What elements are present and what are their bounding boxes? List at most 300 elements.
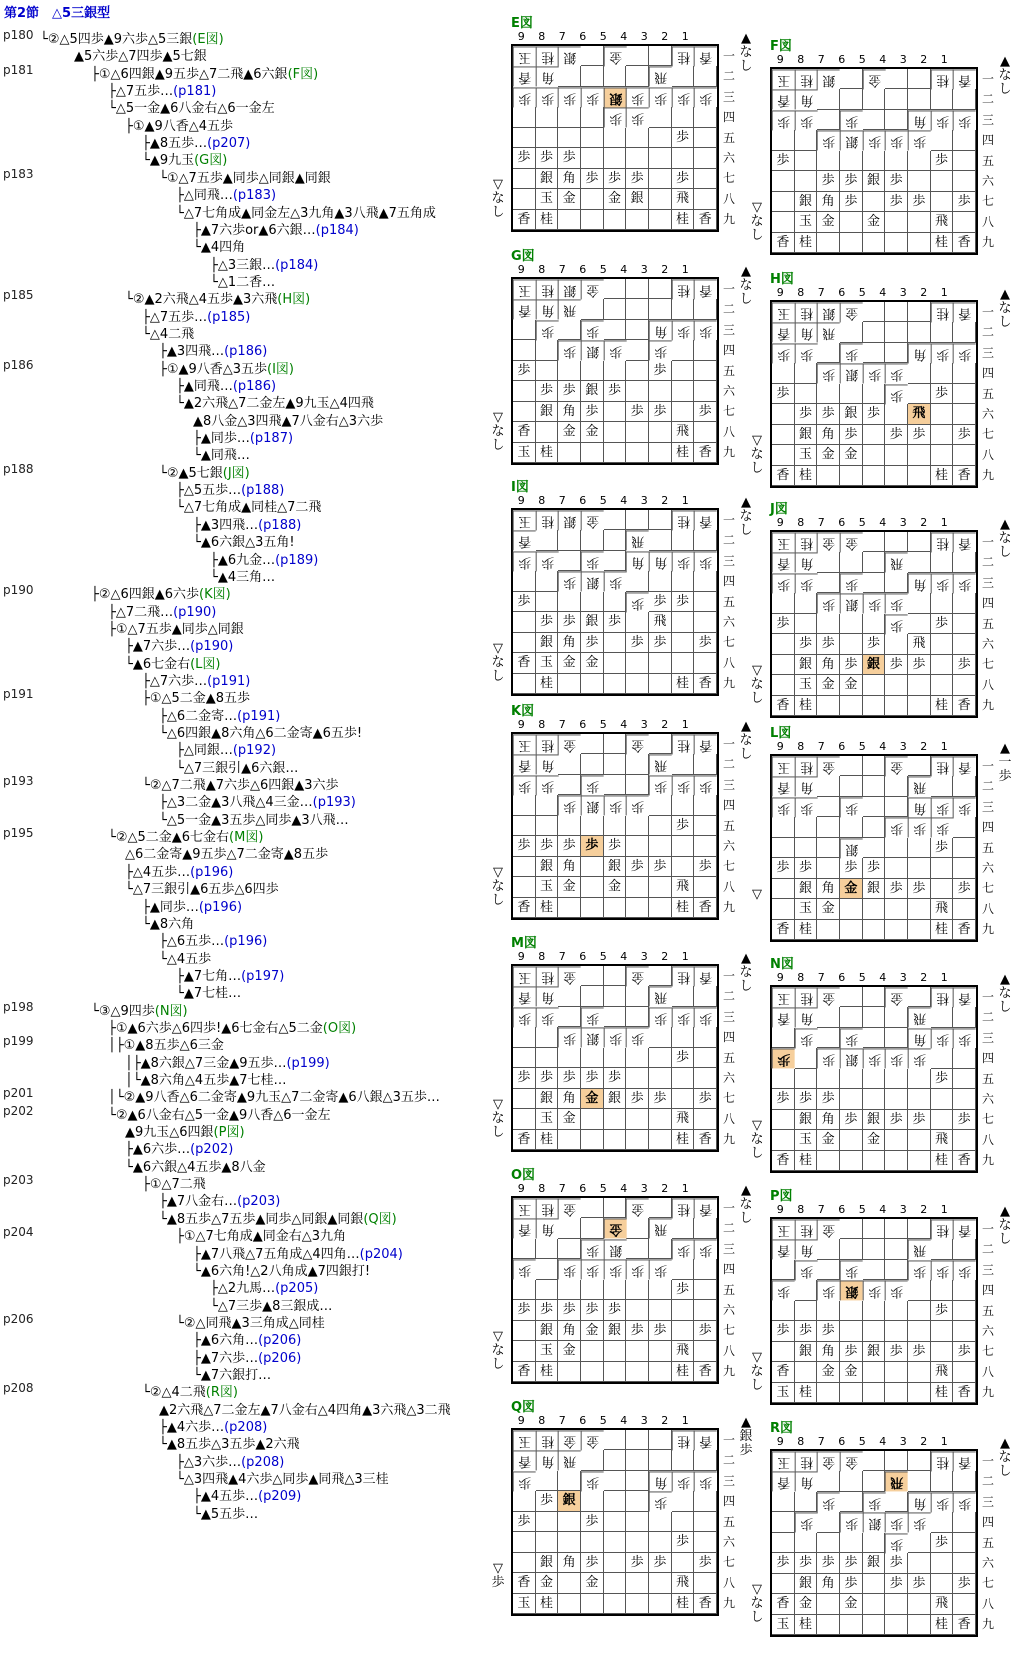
column-number: 1 — [940, 53, 948, 66]
row-number: 五 — [982, 1071, 995, 1086]
board-square: 歩 — [694, 633, 717, 653]
board-square — [863, 466, 886, 486]
board-square: 飛 — [672, 1109, 695, 1129]
board-diagram — [750, 957, 1012, 1191]
board-square: 歩 — [953, 1110, 976, 1130]
row-number: 二 — [982, 1242, 995, 1257]
page-link[interactable]: (p188) — [258, 517, 302, 533]
tree-line — [176, 375, 276, 394]
board-square — [649, 1300, 672, 1320]
row-number: 七 — [982, 881, 995, 896]
board-square: 歩 — [885, 171, 908, 191]
board-square: 歩 — [795, 343, 818, 363]
board-square: 銀 — [840, 130, 863, 150]
board-square: 角 — [558, 1553, 581, 1573]
board-square — [672, 571, 695, 591]
board-square — [931, 363, 954, 383]
tree-line — [193, 444, 250, 463]
board-square: 桂 — [536, 1430, 559, 1450]
page-link[interactable]: (p183) — [232, 188, 277, 204]
board-square — [649, 836, 672, 856]
board-square — [953, 1594, 976, 1614]
board-square: 歩 — [817, 171, 840, 191]
board-square — [953, 1048, 976, 1068]
board-square — [649, 1198, 672, 1218]
row-number: 七 — [982, 1344, 995, 1359]
column-number: 7 — [558, 718, 566, 731]
column-number: 6 — [579, 950, 587, 963]
row-number: 三 — [723, 1473, 736, 1488]
board-square: 歩 — [953, 1342, 976, 1362]
board-square — [513, 1048, 536, 1068]
column-number: 2 — [920, 286, 928, 299]
tree-line — [91, 583, 231, 602]
board-square: 金 — [581, 422, 604, 442]
board-grid — [511, 964, 719, 1152]
page-link[interactable]: (p207) — [207, 136, 251, 152]
board-square: 金 — [581, 279, 604, 299]
board-square: 桂 — [931, 466, 954, 486]
board-square — [840, 1151, 863, 1171]
board-square — [953, 384, 976, 404]
board-square — [953, 89, 976, 109]
board-square: 香 — [772, 466, 795, 486]
board-square: 飛 — [931, 1362, 954, 1382]
board-square — [840, 322, 863, 342]
page-link[interactable]: (p203) — [237, 1194, 281, 1210]
gote-hand: ▽なし — [491, 177, 505, 220]
board-square: 歩 — [817, 1321, 840, 1341]
board-square — [649, 107, 672, 127]
board-square — [694, 754, 717, 774]
board-square — [649, 381, 672, 401]
board-square — [908, 151, 931, 171]
board-square: 角 — [908, 797, 931, 817]
column-number: 4 — [620, 1414, 628, 1427]
board-square — [649, 510, 672, 530]
board-square: 角 — [558, 402, 581, 422]
board-square: 歩 — [772, 110, 795, 130]
board-square — [536, 530, 559, 550]
move-text: ▲9九玉△6四銀 — [125, 1125, 214, 1141]
board-square: 桂 — [536, 674, 559, 694]
board-square — [581, 1109, 604, 1129]
page-link[interactable]: (p196) — [198, 899, 243, 915]
page-link[interactable]: (p205) — [275, 1281, 319, 1297]
board-square: 歩 — [513, 361, 536, 381]
board-square: 金 — [558, 734, 581, 754]
page-link[interactable]: (p181) — [173, 84, 217, 100]
row-number: 六 — [723, 1534, 736, 1549]
tree-line — [193, 514, 301, 533]
board-square — [908, 1594, 931, 1614]
tree-line — [176, 1451, 284, 1470]
tree-line — [125, 1052, 330, 1071]
tree-line — [108, 1034, 224, 1053]
board-square — [672, 66, 695, 86]
move-text: △6二金寄▲9五歩△7二金寄▲8五歩 — [125, 847, 329, 863]
column-number: 4 — [879, 1435, 887, 1448]
board-square: 飛 — [672, 422, 695, 442]
page-link[interactable]: (p184) — [315, 222, 359, 238]
board-square — [863, 192, 886, 212]
board-square: 歩 — [672, 1471, 695, 1491]
board-square — [953, 130, 976, 150]
board-square: 歩 — [772, 1321, 795, 1341]
move-text: └▲4四角 — [193, 240, 246, 256]
board-square — [513, 320, 536, 340]
page-link[interactable]: (p208) — [224, 1420, 268, 1435]
board-square: 桂 — [536, 1362, 559, 1382]
column-number: 1 — [940, 1203, 948, 1216]
board-square: 飛 — [908, 1007, 931, 1027]
board-square — [649, 422, 672, 442]
board-square — [626, 1362, 649, 1382]
board-square — [772, 1130, 795, 1150]
board-square — [513, 107, 536, 127]
column-number: 5 — [599, 263, 607, 276]
board-square: 歩 — [817, 593, 840, 613]
board-square: 歩 — [953, 1028, 976, 1048]
page-link[interactable]: (p202) — [190, 1142, 234, 1158]
page-link[interactable]: (p187) — [249, 431, 294, 447]
page-link[interactable]: (p196) — [190, 864, 234, 880]
board-square: 歩 — [953, 1492, 976, 1512]
board-square — [795, 1301, 818, 1321]
board-square — [581, 966, 604, 986]
board-square — [672, 402, 695, 422]
column-number: 1 — [940, 1435, 948, 1448]
board-square — [558, 1471, 581, 1491]
row-number: 六 — [982, 406, 995, 421]
board-square — [885, 1451, 908, 1471]
board-square — [953, 675, 976, 695]
move-text: ├△同銀… — [176, 743, 233, 759]
page-link[interactable]: (p191) — [207, 673, 251, 689]
column-number: 4 — [620, 494, 628, 507]
board-square: 歩 — [772, 573, 795, 593]
board-grid — [770, 754, 978, 942]
move-text: └▲5五歩… — [193, 1506, 259, 1522]
board-square — [513, 857, 536, 877]
page-link[interactable]: (p206) — [258, 1350, 302, 1366]
figure-ref: (N図) — [154, 1003, 188, 1019]
board-square — [694, 986, 717, 1006]
page-link[interactable]: (p190) — [173, 604, 217, 620]
board-square — [908, 675, 931, 695]
board-square — [908, 322, 931, 342]
board-square: 香 — [953, 1615, 976, 1635]
board-square — [908, 552, 931, 572]
row-number: 三 — [723, 777, 736, 792]
board-square: 金 — [558, 653, 581, 673]
board-square — [513, 1027, 536, 1047]
board-square — [626, 877, 649, 897]
board-diagram — [491, 480, 753, 714]
board-square: 金 — [817, 1130, 840, 1150]
board-square — [772, 1301, 795, 1321]
page-link[interactable]: (p209) — [258, 1489, 302, 1505]
board-square: 銀 — [604, 1239, 627, 1259]
board-square — [840, 1471, 863, 1491]
board-square: 歩 — [840, 425, 863, 445]
board-square — [953, 445, 976, 465]
row-number: 六 — [723, 1070, 736, 1085]
page-link[interactable]: (p190) — [190, 639, 234, 655]
board-square: 香 — [513, 986, 536, 1006]
page-link[interactable]: (p197) — [241, 968, 285, 984]
row-number: 三 — [982, 345, 995, 360]
move-text: ├▲7八飛△7五角成△4四角… — [193, 1246, 360, 1262]
tree-line — [125, 635, 233, 654]
board-label: E図 — [511, 16, 533, 31]
board-square — [694, 299, 717, 319]
page-link[interactable]: (p204) — [359, 1246, 403, 1262]
row-number: 四 — [982, 596, 995, 611]
tree-line — [159, 791, 356, 810]
tree-line — [176, 982, 241, 1001]
sente-hand: ▲なし — [739, 495, 753, 538]
row-number: 八 — [982, 677, 995, 692]
board-square — [558, 986, 581, 1006]
page-link[interactable]: (p189) — [275, 552, 319, 568]
board-square: 銀 — [795, 1342, 818, 1362]
page-link[interactable]: (p191) — [237, 708, 281, 724]
move-text: ├△7五歩… — [142, 309, 208, 325]
column-number: 8 — [538, 1182, 546, 1195]
move-text: ├②△6四銀▲6六歩 — [91, 587, 200, 603]
move-text: │├①▲8五歩△6三金 — [108, 1038, 224, 1054]
move-text: └▲2六飛△7二金左▲9九玉△4四飛 — [176, 396, 374, 412]
board-square: 桂 — [672, 510, 695, 530]
board-square — [558, 128, 581, 148]
page-link[interactable]: (p208) — [241, 1454, 285, 1470]
board-square: 歩 — [885, 1553, 908, 1573]
board-square: 香 — [772, 322, 795, 342]
tree-line — [193, 1347, 301, 1366]
board-square: 飛 — [672, 1341, 695, 1361]
page-link[interactable]: (p186) — [232, 379, 277, 394]
board-square: 歩 — [626, 107, 649, 127]
board-square — [626, 279, 649, 299]
board-square — [694, 1259, 717, 1279]
board-square — [863, 343, 886, 363]
tree-line — [176, 757, 298, 776]
row-number: 四 — [982, 366, 995, 381]
tree-line — [142, 774, 339, 793]
column-number: 4 — [879, 971, 887, 984]
board-square: 桂 — [536, 1594, 559, 1614]
board-square — [953, 1533, 976, 1553]
board-square — [536, 128, 559, 148]
board-square: 歩 — [694, 1321, 717, 1341]
board-square — [626, 986, 649, 1006]
tree-line — [159, 462, 250, 481]
board-square — [581, 898, 604, 918]
board-square: 歩 — [885, 130, 908, 150]
board-square — [908, 696, 931, 716]
board-square: 歩 — [604, 1300, 627, 1320]
board-square — [581, 754, 604, 774]
board-square — [513, 1553, 536, 1573]
tree-line — [125, 1121, 245, 1140]
page-ref: p198 — [3, 999, 34, 1014]
tree-line — [142, 896, 242, 915]
tree-line — [125, 653, 221, 672]
column-number: 7 — [558, 30, 566, 43]
page-link[interactable]: (p184) — [275, 257, 319, 273]
board-square — [649, 1280, 672, 1300]
board-square — [885, 89, 908, 109]
column-number: 7 — [558, 1182, 566, 1195]
row-number: 七 — [982, 194, 995, 209]
tree-line — [108, 1086, 440, 1105]
board-square: 銀 — [863, 1342, 886, 1362]
move-text: └△7三歩▲8三銀成… — [210, 1298, 333, 1314]
board-square: 桂 — [795, 69, 818, 89]
board-square — [840, 1219, 863, 1239]
board-square: 銀 — [558, 279, 581, 299]
gote-hand: ▽歩 — [491, 1561, 505, 1590]
gote-hand: ▽なし — [750, 663, 764, 706]
column-number: 1 — [940, 516, 948, 529]
board-square — [840, 634, 863, 654]
board-square: 歩 — [536, 1300, 559, 1320]
board-square: 銀 — [840, 593, 863, 613]
board-square: 桂 — [536, 210, 559, 230]
board-square — [649, 148, 672, 168]
board-square — [649, 795, 672, 815]
board-square: 銀 — [536, 1321, 559, 1341]
board-square — [772, 634, 795, 654]
board-square — [931, 192, 954, 212]
board-square — [626, 1130, 649, 1150]
row-number: 七 — [982, 657, 995, 672]
board-square — [953, 1553, 976, 1573]
board-square: 金 — [840, 302, 863, 322]
board-square — [908, 212, 931, 232]
board-square: 香 — [953, 1383, 976, 1403]
board-square: 歩 — [931, 838, 954, 858]
tree-line — [176, 496, 321, 515]
row-number: 六 — [982, 636, 995, 651]
board-square: 銀 — [581, 571, 604, 591]
row-number: 七 — [982, 427, 995, 442]
board-square: 歩 — [840, 343, 863, 363]
board-square — [817, 110, 840, 130]
column-number: 5 — [858, 516, 866, 529]
board-square — [795, 1492, 818, 1512]
board-square — [536, 340, 559, 360]
page-ref: p190 — [3, 583, 34, 598]
page-link[interactable]: (p196) — [224, 934, 268, 950]
column-numbers — [770, 53, 975, 67]
board-square — [581, 361, 604, 381]
board-square: 歩 — [772, 1553, 795, 1573]
board-square: 銀 — [840, 838, 863, 858]
board-square: 金 — [581, 1430, 604, 1450]
gote-hand: ▽ — [752, 887, 762, 902]
board-square: 銀 — [795, 879, 818, 899]
row-number: 九 — [982, 1617, 995, 1632]
page-link[interactable]: (p199) — [286, 1055, 330, 1071]
move-text: ├▲同歩… — [193, 431, 250, 447]
board-square — [863, 322, 886, 342]
column-number: 8 — [797, 740, 805, 753]
page-link[interactable]: (p185) — [207, 309, 251, 325]
board-square: 桂 — [672, 734, 695, 754]
board-square — [672, 1491, 695, 1511]
row-number: 三 — [723, 1241, 736, 1256]
board-square — [772, 130, 795, 150]
board-square: 飛 — [649, 1218, 672, 1238]
board-square: 歩 — [513, 1512, 536, 1532]
board-square — [908, 466, 931, 486]
row-number: 三 — [982, 1494, 995, 1509]
board-square — [672, 857, 695, 877]
row-number: 一 — [723, 49, 736, 63]
board-square — [513, 612, 536, 632]
board-square: 金 — [863, 69, 886, 89]
board-square — [908, 1553, 931, 1573]
page-link[interactable]: (p188) — [241, 483, 285, 499]
board-square: 角 — [908, 110, 931, 130]
board-square — [626, 898, 649, 918]
page-link[interactable]: (p206) — [258, 1333, 302, 1349]
column-number: 5 — [858, 1435, 866, 1448]
board-square: 飛 — [817, 322, 840, 342]
board-square — [604, 1007, 627, 1027]
page-link[interactable]: (p186) — [224, 344, 268, 360]
column-number: 1 — [940, 740, 948, 753]
row-number: 六 — [982, 1323, 995, 1338]
row-numbers — [982, 532, 996, 716]
board-square: 桂 — [931, 756, 954, 776]
board-square — [513, 189, 536, 209]
move-text: ├①△7二飛 — [142, 1177, 206, 1193]
board-square — [513, 571, 536, 591]
row-number: 六 — [982, 173, 995, 188]
gote-hand: ▽なし — [750, 1350, 764, 1393]
board-square — [908, 838, 931, 858]
move-text: ├△4五歩… — [125, 864, 191, 880]
column-number: 4 — [879, 53, 887, 66]
tree-line — [125, 861, 233, 880]
board-square: 金 — [840, 445, 863, 465]
move-text: └▲7七桂… — [176, 986, 242, 1002]
move-text: ▲8八金△3四飛▲7八金右△3六歩 — [193, 413, 384, 429]
board-square — [772, 192, 795, 212]
tree-line — [176, 965, 284, 984]
board-square — [672, 653, 695, 673]
board-square — [626, 1471, 649, 1491]
board-square — [908, 593, 931, 613]
board-square — [772, 445, 795, 465]
tree-line — [176, 202, 436, 221]
board-square — [863, 445, 886, 465]
board-square: 歩 — [558, 795, 581, 815]
column-number: 3 — [899, 286, 907, 299]
sente-hand: ▲銀歩 — [739, 1415, 753, 1458]
board-square: 角 — [649, 1471, 672, 1491]
page-link[interactable]: (p193) — [312, 795, 356, 811]
board-square: 金 — [558, 1430, 581, 1450]
move-text: └②▲2六飛△4五歩▲3六飛 — [125, 292, 278, 308]
column-number: 8 — [797, 971, 805, 984]
board-square — [581, 1532, 604, 1552]
page-link[interactable]: (p192) — [232, 743, 277, 759]
board-square — [649, 966, 672, 986]
